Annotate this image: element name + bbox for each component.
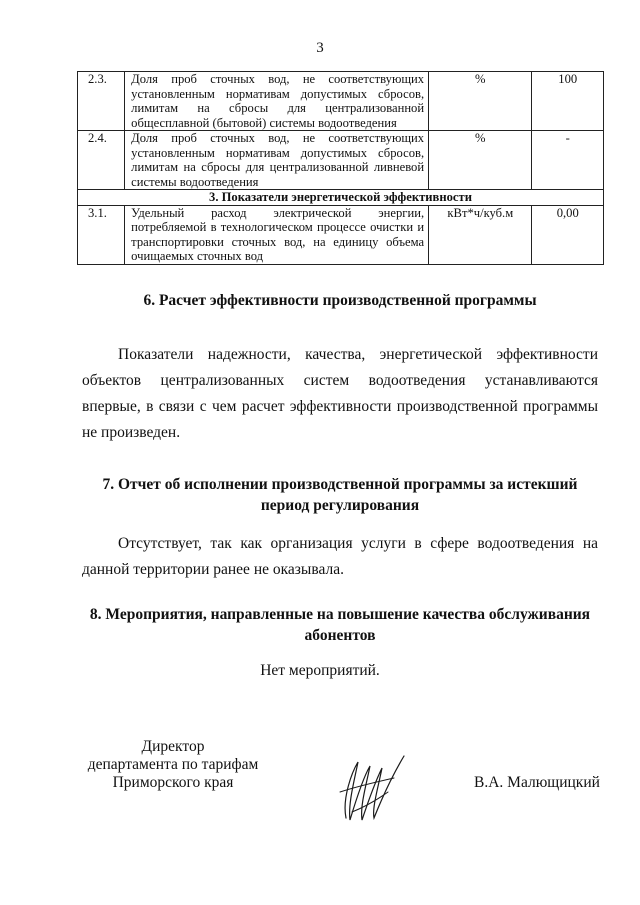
section-8-title: 8. Мероприятия, направленные на повышение качества обслуживания абонентов: [89, 606, 591, 644]
row-description: Удельный расход электрической энергии, потребляемой в технологическом процессе очистки и транспортировки сточных вод, на единицу объема очищаемых сточных вод: [125, 205, 429, 264]
row-unit: %: [429, 72, 532, 131]
section-6-text-content: Показатели надежности, качества, энергетической эффективности объектов централизованных систем водоотведения устанавливаются впервые, в связи с чем расчет эффективности производственной программы не произведен.: [82, 346, 598, 441]
signatory-title: [78, 738, 268, 792]
row-description: Доля проб сточных вод, не соответствующих установленным нормативам допустимых сбросов, лимитам на сбросы для централизованной ливневой системы водоотведения: [125, 131, 429, 190]
section-7-text: [82, 531, 598, 583]
row-unit: кВт*ч/куб.м: [429, 205, 532, 264]
row-value: -: [532, 131, 604, 190]
row-unit: %: [429, 131, 532, 190]
signatory-line-2: департамента по тарифам: [87, 756, 259, 773]
handwritten-signature: [332, 752, 412, 824]
indicators-table: [77, 71, 604, 265]
row-value: 0,00: [532, 205, 604, 264]
signatory-line-3: Приморского края: [112, 774, 234, 791]
table-row: [78, 205, 604, 264]
section-3-title: 3. Показатели энергетической эффективности: [78, 190, 604, 206]
section-7-text-content: Отсутствует, так как организация услуги в сфере водоотведения на данной территории ранее не оказывала.: [82, 535, 598, 578]
table-row: [78, 72, 604, 131]
row-number: 2.3.: [78, 72, 125, 131]
row-description: Доля проб сточных вод, не соответствующих установленным нормативам допустимых сбросов, лимитам на сбросы для централизованной общесплавной (бытовой) системы водоотведения: [125, 72, 429, 131]
section-6-text: [82, 342, 598, 446]
table-row: [78, 131, 604, 190]
section-7-title: 7. Отчет об исполнении производственной программы за истекший период регулирования: [102, 476, 578, 514]
signatory-line-1: Директор: [141, 738, 205, 755]
section-6-title: 6. Расчет эффективности производственной программы: [143, 292, 537, 309]
page-number: 3: [316, 40, 324, 56]
row-value: 100: [532, 72, 604, 131]
section-8-text: Нет мероприятий.: [260, 662, 380, 679]
signatory-name: В.А. Малющицкий: [474, 774, 600, 791]
row-number: 2.4.: [78, 131, 125, 190]
table-section-row: [78, 190, 604, 206]
row-number: 3.1.: [78, 205, 125, 264]
